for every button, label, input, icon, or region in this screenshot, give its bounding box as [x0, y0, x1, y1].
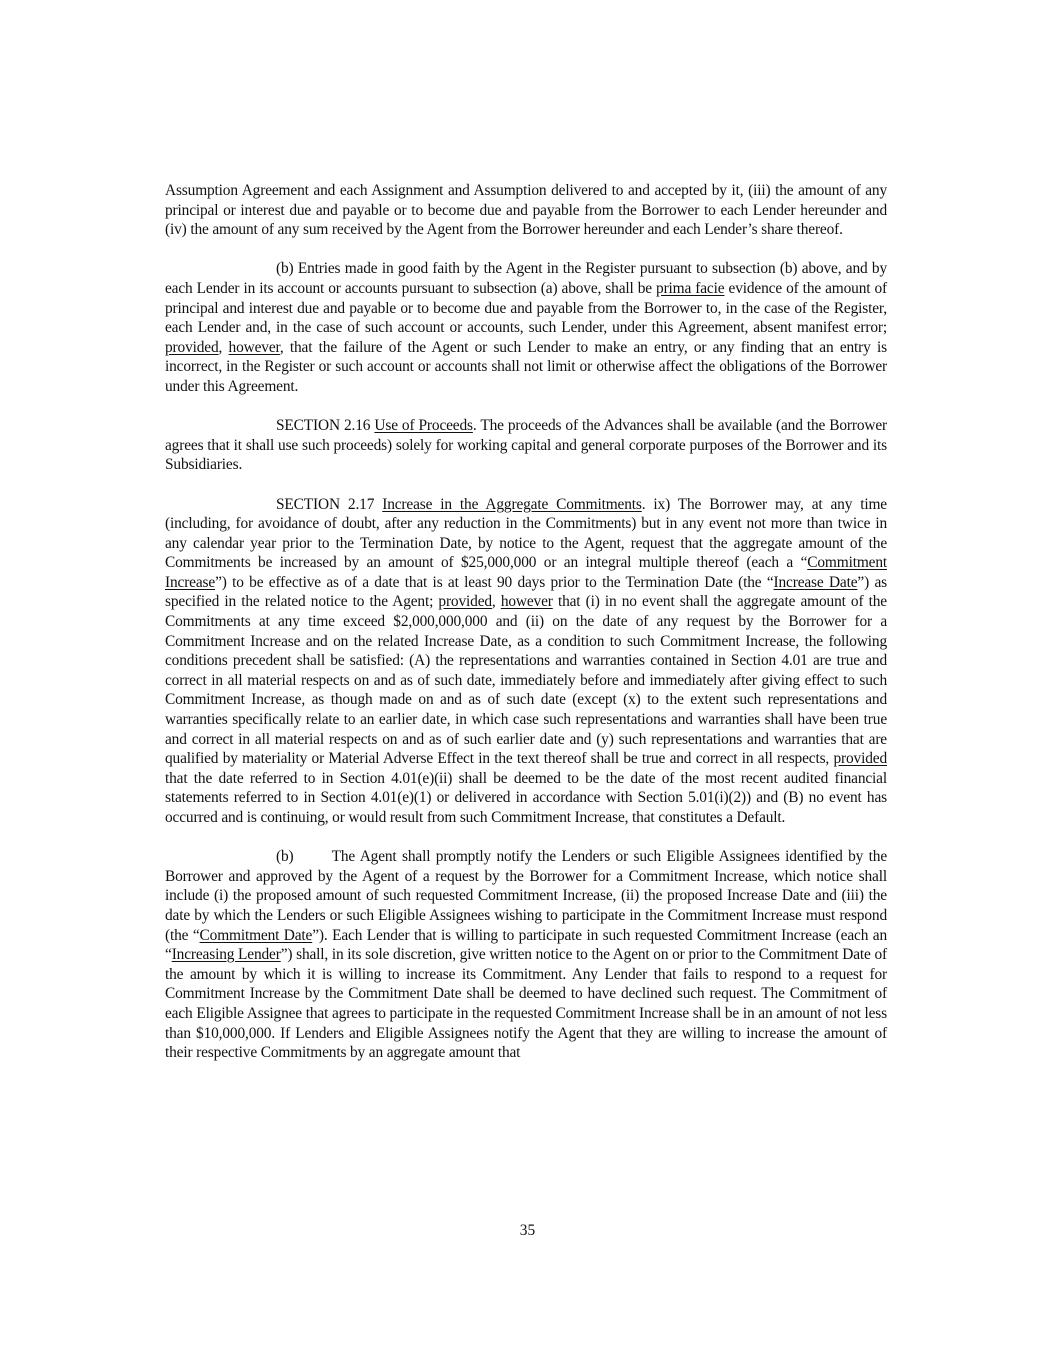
text-segment: SECTION 2.16 — [276, 417, 375, 435]
text-segment: . ix) The Borrower may, at any time (including, for avoidance of doubt, after any reduction in the Commitments) but in any event not more than twice in any calendar year prior to the Termination Date, by notice to the Agent, request that the aggregate amount of the Commitments be increased by an amount of $25,000,000 or an integral multiple thereof (each a “ — [165, 495, 887, 572]
document-body — [165, 181, 887, 1082]
text-segment: , that the failure of the Agent or such Lender to make an entry, or any finding that an entry is incorrect, in the Register or such account or accounts shall not limit or otherwise affect the obligations of the Borrower under this Agreement. — [165, 338, 887, 395]
underlined-term: Increase Date — [773, 573, 858, 591]
text-segment: (b) Entries made in good faith by the Agent in the Register pursuant to subsection (b) above, and by each Lender in its account or accounts pursuant to subsection (a) above, shall be — [165, 260, 887, 297]
underlined-term: Commitment Increase — [165, 554, 887, 591]
underlined-term: Use of Proceeds — [374, 417, 473, 435]
paragraph — [165, 416, 887, 475]
underlined-term: Increase in the Aggregate Commitments — [382, 495, 642, 513]
text-segment: ”) as specified in the related notice to the Agent; — [165, 573, 887, 611]
underlined-term: provided — [438, 593, 492, 611]
text-segment: ”) to be effective as of a date that is at least 90 days prior to the Termination Date (the “ — [215, 573, 774, 591]
text-segment: evidence of the amount of principal and interest due and payable or to become due and payable from the Borrower to, in the case of the Register, each Lender and, in the case of such account or accounts, such Lender, under this Agreement, absent manifest error; — [165, 279, 887, 337]
underlined-term: however — [500, 593, 553, 611]
underlined-term: Increasing Lender — [171, 946, 281, 964]
text-segment: . The proceeds of the Advances shall be available (and the Borrower agrees that it shall use such proceeds) solely for working capital and general corporate purposes of the Borrower and its Subsidiaries. — [165, 417, 888, 474]
text-segment: ”). Each Lender that is willing to participate in such requested Commitment Increase (each an “ — [165, 926, 887, 964]
underlined-term: provided — [833, 750, 887, 768]
text-segment: that (i) in no event shall the aggregate amount of the Commitments at any time exceed $2,000,000,000 and (ii) on the date of any request by the Borrower for a Commitment Increase and on the related Increase Date, as a condition to such Commitment Increase, the following conditions precedent shall be satisfied: (A) the representations and warranties contained in Section 4.01 are true and correct in all material respects on and as of such date, immediately before and immediately after giving effect to such Commitment Increase, as though made on and as of such date (except (x) to the extent such representations and warranties specifically relate to an earlier date, in which case such representations and warranties shall have been true and correct in all material respects on and as of such earlier date and (y) such representations and warranties that are qualified by materiality or Material Adverse Effect in the text thereof shall be true and correct in all respects, — [165, 593, 887, 768]
paragraph — [165, 259, 887, 396]
underlined-term: however — [228, 338, 280, 356]
text-segment: SECTION 2.17 — [276, 495, 383, 513]
paragraph — [165, 847, 887, 1063]
text-segment: (b) The Agent shall promptly notify the Lenders or such Eligible Assignees identified by the Borrower and approved by the Agent of a request by the Borrower for a Commitment Increase, which notice shall include (i) the proposed amount of such requested Commitment Increase, (ii) the proposed Increase Date and (iii) the date by which the Lenders or such Eligible Assignees wishing to participate in the Commitment Increase must respond (the “ — [165, 848, 887, 944]
page-number: 35 — [519, 1222, 536, 1239]
underlined-term: Commitment Date — [199, 926, 313, 944]
text-segment: , — [218, 338, 229, 356]
text-segment: , — [491, 593, 501, 611]
text-segment: Assumption Agreement and each Assignment and Assumption delivered to and accepted by it, (iii) the amount of any principal or interest due and payable or to become due and payable from the Borrower to each Lender hereunder and (iv) the amount of any sum received by the Agent from the Borrower hereunder and each Lender’s share thereof. — [165, 182, 887, 239]
paragraph — [165, 495, 887, 828]
paragraph — [165, 181, 887, 240]
underlined-term: prima facie — [656, 279, 725, 297]
text-segment: that the date referred to in Section 4.01(e)(ii) shall be deemed to be the date of the most recent audited financial statements referred to in Section 4.01(e)(1) or delivered in accordance with Section 5.01(i)(2)) and (B) no event has occurred and is continuing, or would result from such Commitment Increase, that constitutes a Default. — [165, 769, 887, 826]
underlined-term: provided — [165, 338, 219, 356]
text-segment: ”) shall, in its sole discretion, give written notice to the Agent on or prior to the Commitment Date of the amount by which it is willing to increase its Commitment. Any Lender that fails to respond to a request for Commitment Increase by the Commitment Date shall be deemed to have declined such request. The Commitment of each Eligible Assignee that agrees to participate in the requested Commitment Increase shall be in an amount of not less than $10,000,000. If Lenders and Eligible Assignees notify the Agent that they are willing to increase the amount of their respective Commitments by an aggregate amount that — [165, 946, 887, 1062]
